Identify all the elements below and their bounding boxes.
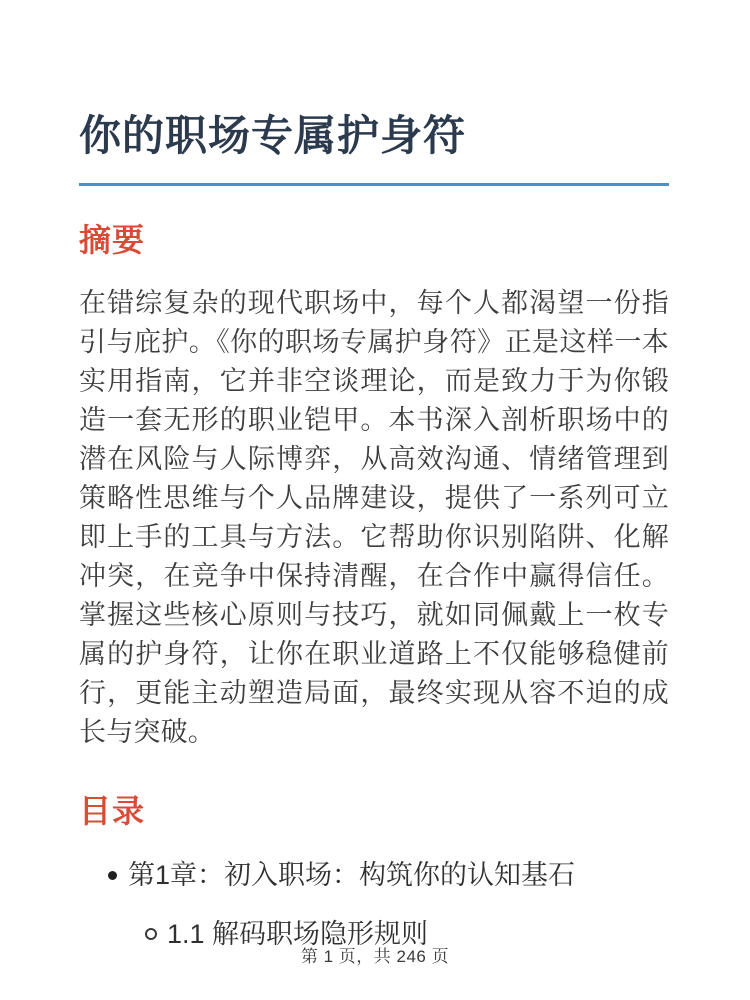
toc-chapter-item — [79, 860, 669, 890]
bullet-circle-icon — [145, 928, 157, 940]
title-divider — [79, 183, 669, 186]
abstract-body: 在错综复杂的现代职场中，每个人都渴望一份指引与庇护。《你的职场专属护身符》正是这样一本实用指南，它并非空谈理论，而是致力于为你锻造一套无形的职业铠甲。本书深入剖析职场中的潜在风险与人际博弈，从高效沟通、情绪管理到策略性思维与个人品牌建设，提供了一系列可立即上手的工具与方法。它帮助你识别陷阱、化解冲突，在竞争中保持清醒，在合作中赢得信任。掌握这些核心原则与技巧，就如同佩戴上一枚专属的护身符，让你在职业道路上不仅能够稳健前行，更能主动塑造局面，最终实现从容不迫的成长与突破。 — [79, 288, 669, 747]
toc-chapter-list — [79, 860, 669, 890]
abstract-section — [79, 223, 669, 752]
toc-heading: 目录 — [79, 793, 146, 829]
toc-subsection-list — [79, 919, 669, 949]
page-number-label: 第 1 页，共 246 页 — [300, 947, 450, 966]
bullet-dot-icon — [108, 871, 117, 880]
toc-subsection-item — [79, 919, 669, 949]
toc-subsection-label: 1.1 解码职场隐形规则 — [167, 919, 429, 949]
abstract-heading: 摘要 — [79, 222, 146, 258]
toc-section — [79, 794, 669, 949]
page-title: 你的职场专属护身符 — [79, 112, 467, 159]
page-footer — [0, 946, 750, 968]
toc-chapter-label: 第1章：初入职场：构筑你的认知基石 — [128, 860, 576, 890]
